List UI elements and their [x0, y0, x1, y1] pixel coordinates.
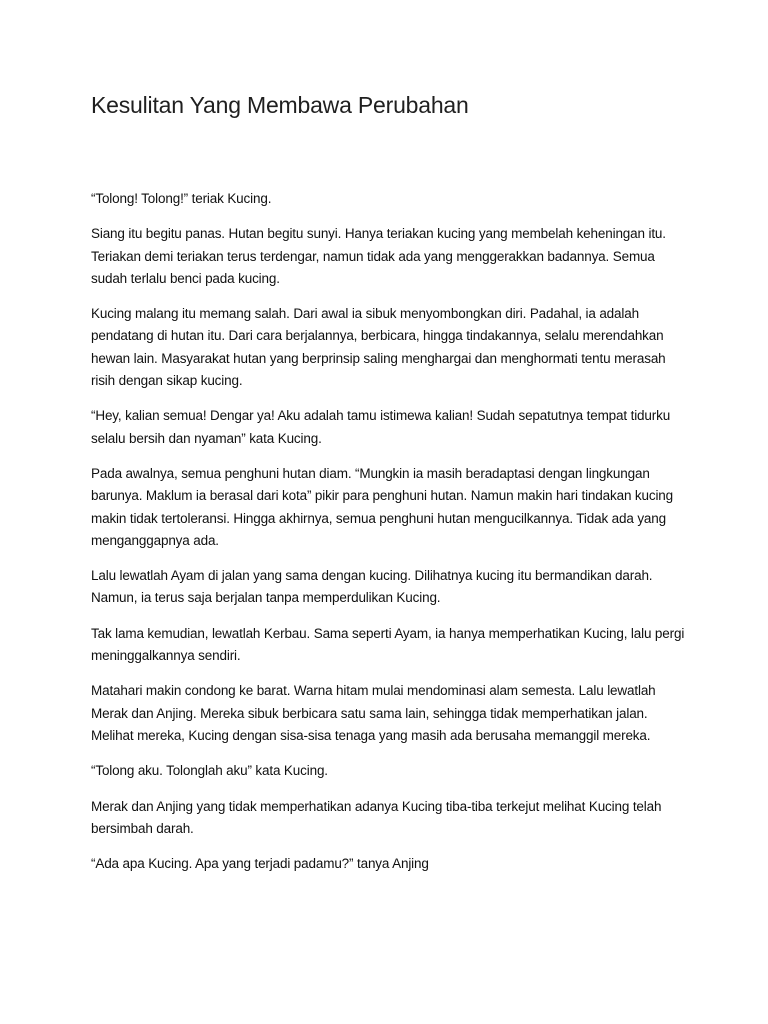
paragraph-11: “Ada apa Kucing. Apa yang terjadi padamu?” tanya Anjing [91, 856, 429, 872]
paragraph-3: Kucing malang itu memang salah. Dari awal ia sibuk menyombongkan diri. Padahal, ia adalah pendatang di hutan itu. Dari cara berjalannya, berbicara, hingga tindakannya, selalu merendahkan hewan lain. Masyarakat hutan yang berprinsip saling menghargai dan menghormati tentu merasah risih dengan sikap kucing. [91, 306, 666, 389]
paragraph-1: “Tolong! Tolong!” teriak Kucing. [91, 191, 272, 206]
paragraph-10: Merak dan Anjing yang tidak memperhatikan adanya Kucing tiba-tiba terkejut melihat Kucing telah bersimbah darah. [91, 798, 662, 836]
paragraph-2: Siang itu begitu panas. Hutan begitu sunyi. Hanya teriakan kucing yang membelah keheningan itu. Teriakan demi teriakan terus terdengar, namun tidak ada yang menggerakkan badannya. Semua sudah terlalu benci pada kucing. [91, 226, 666, 286]
paragraph-4: “Hey, kalian semua! Dengar ya! Aku adalah tamu istimewa kalian! Sudah sepatutnya tempat tidurku selalu bersih dan nyaman” kata Kucing. [91, 408, 671, 446]
paragraph-6: Lalu lewatlah Ayam di jalan yang sama dengan kucing. Dilihatnya kucing itu bermandikan darah. Namun, ia terus saja berjalan tanpa memperdulikan Kucing. [91, 568, 653, 606]
document-body [91, 188, 691, 888]
paragraph-8: Matahari makin condong ke barat. Warna hitam mulai mendominasi alam semesta. Lalu lewatlah Merak dan Anjing. Mereka sibuk berbicara satu sama lain, sehingga tidak memperhatikan jalan. Melihat mereka, Kucing dengan sisa-sisa tenaga yang masih ada berusaha memanggil mereka. [91, 683, 656, 743]
paragraph-7: Tak lama kemudian, lewatlah Kerbau. Sama seperti Ayam, ia hanya memperhatikan Kucing, lalu pergi meninggalkannya sendiri. [91, 625, 685, 664]
paragraph-9: “Tolong aku. Tolonglah aku” kata Kucing. [91, 763, 328, 779]
document-title: Kesulitan Yang Membawa Perubahan [91, 92, 469, 118]
paragraph-5: Pada awalnya, semua penghuni hutan diam. “Mungkin ia masih beradaptasi dengan lingkungan barunya. Maklum ia berasal dari kota” pikir para penghuni hutan. Namun makin hari tindakan kucing makin tidak tertoleransi. Hingga akhirnya, semua penghuni hutan mengucilkannya. Tidak ada yang menganggapnya ada. [91, 465, 674, 548]
